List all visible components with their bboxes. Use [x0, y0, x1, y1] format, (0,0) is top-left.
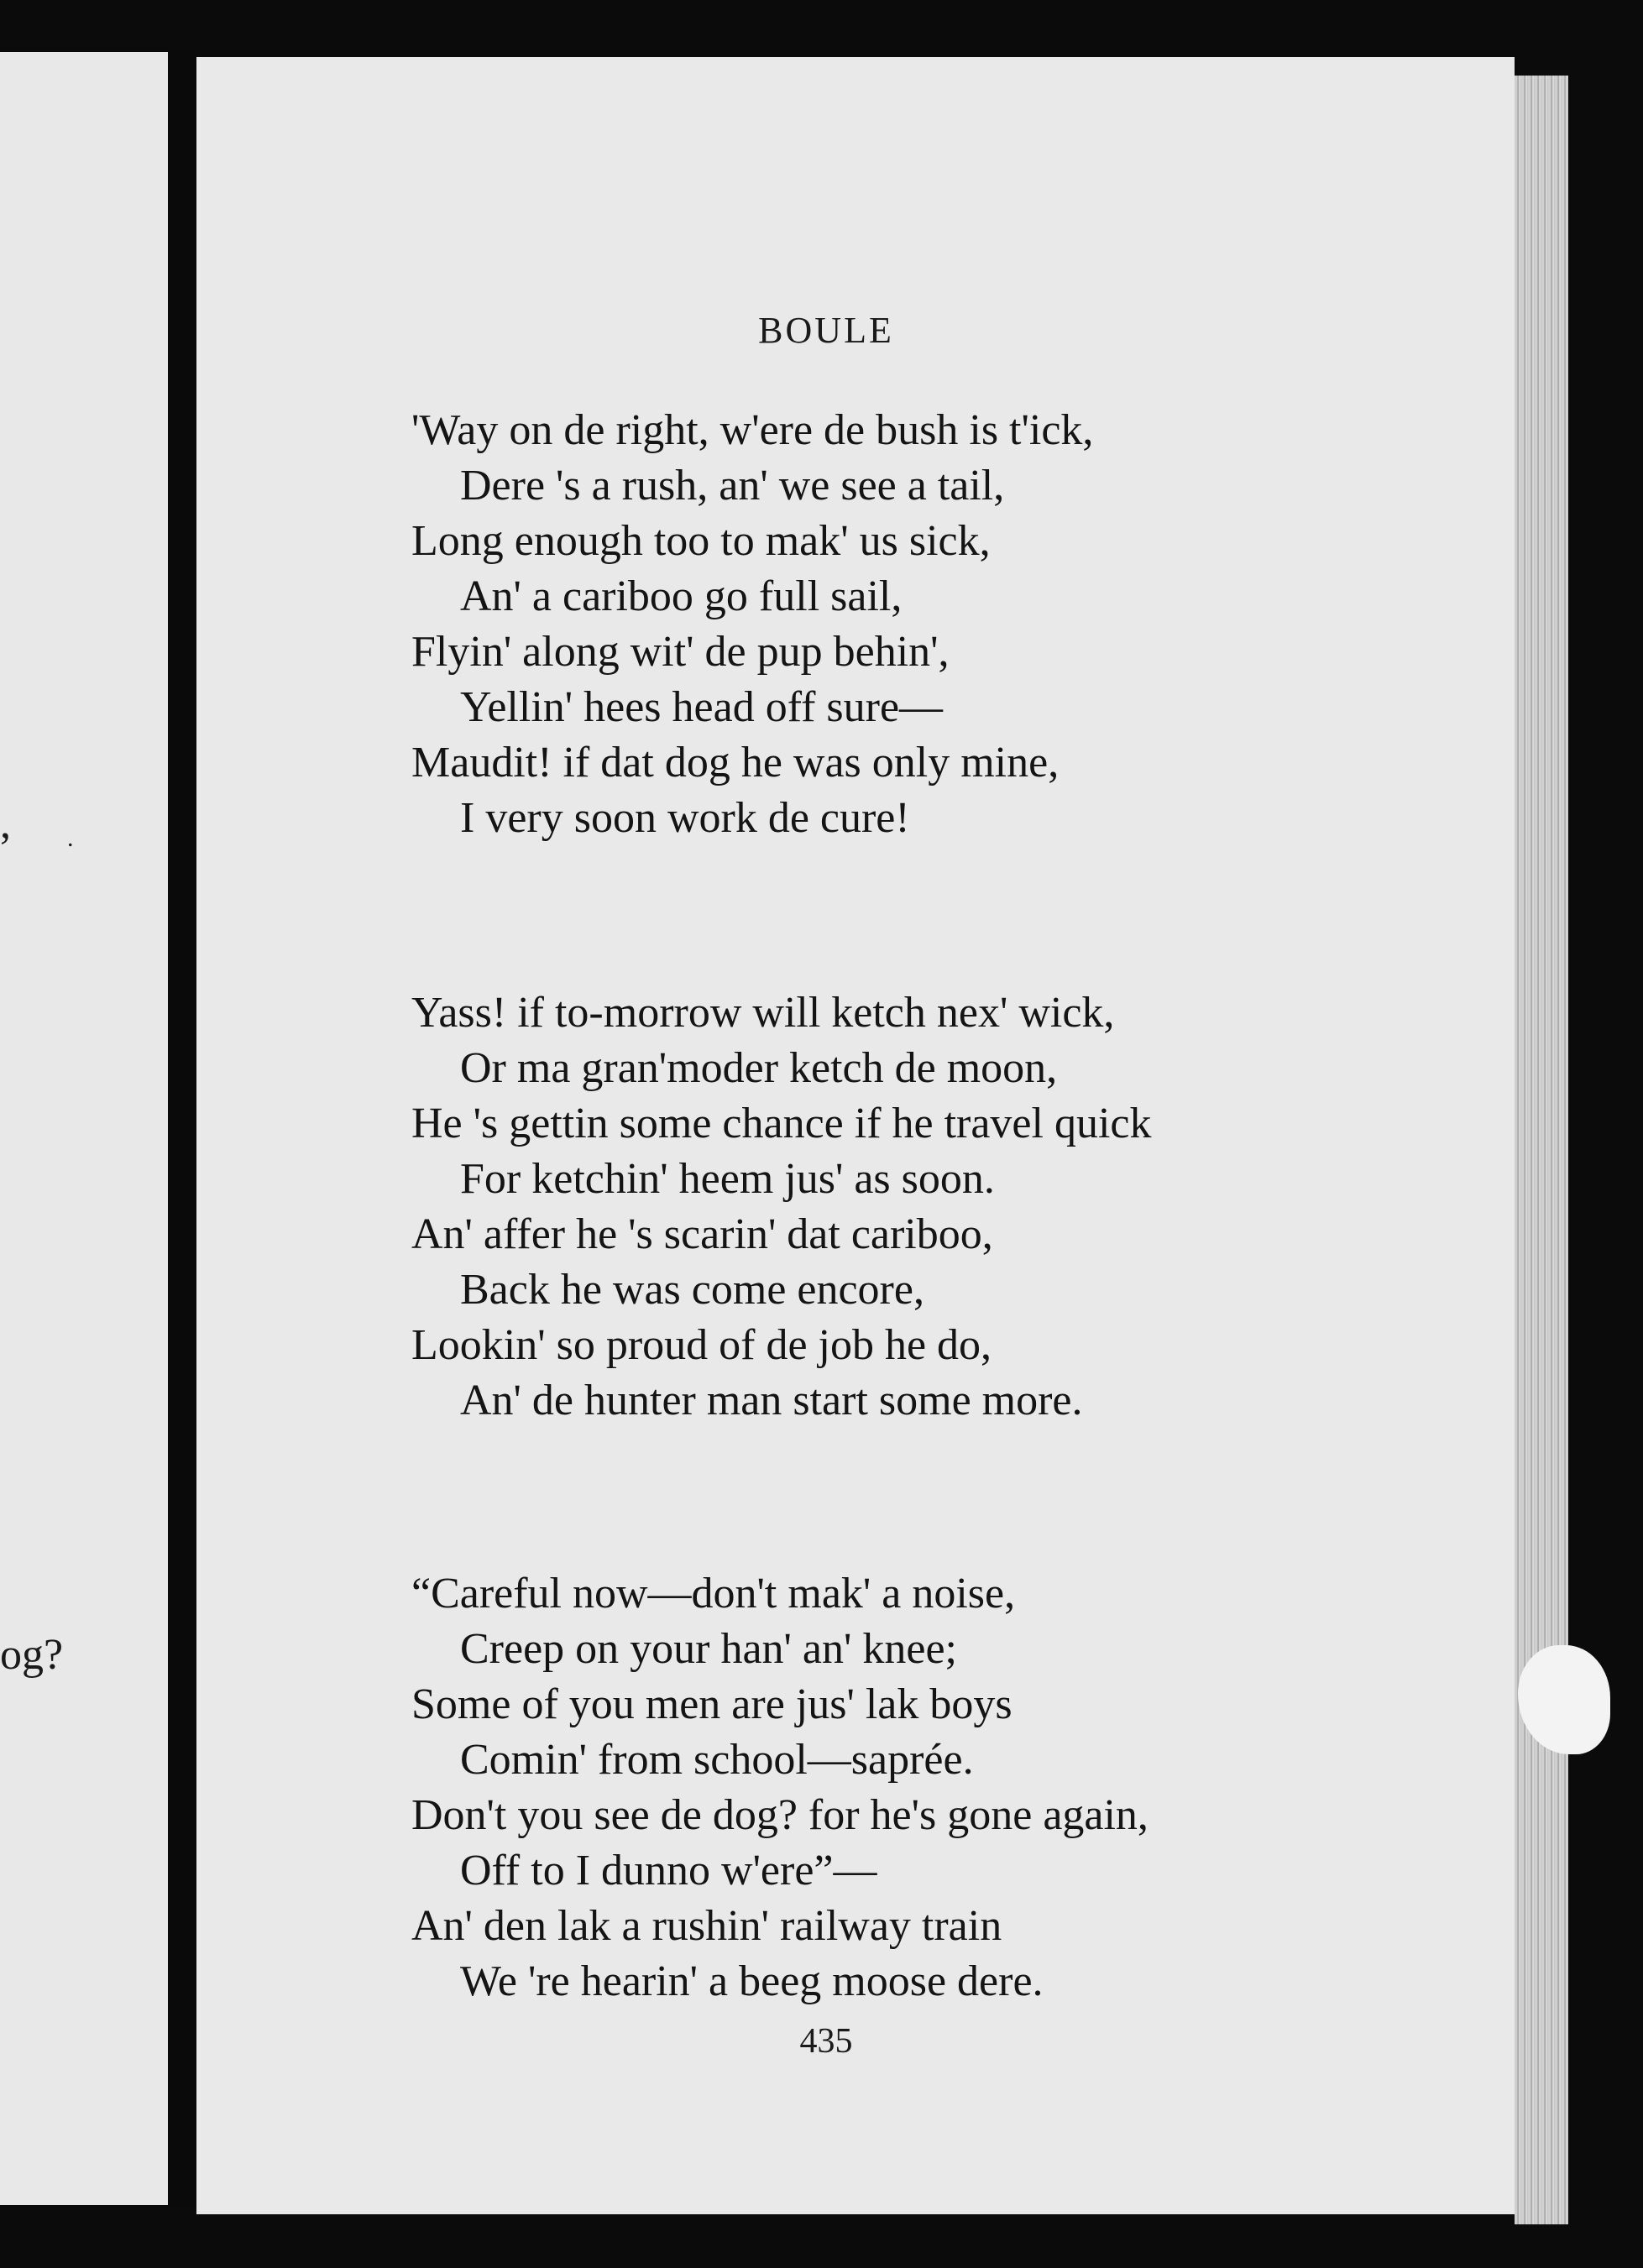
- verse-line: Or ma gran'moder ketch de moon,: [460, 1044, 1058, 1092]
- book-gutter: [168, 52, 196, 2205]
- verse-line: Don't you see de dog? for he's gone again,: [411, 1791, 1149, 1839]
- verse-line: Comin' from school—saprée.: [460, 1736, 974, 1784]
- stanza-2: [411, 985, 1152, 1429]
- verse-line: Off to I dunno w'ere”—: [460, 1847, 877, 1894]
- previous-page-fragment: og?: [0, 1631, 64, 1679]
- verse-line: Some of you men are jus' lak boys: [411, 1680, 1012, 1728]
- stanza-3: [411, 1566, 1149, 2009]
- verse-line: He 's gettin some chance if he travel quick: [411, 1100, 1152, 1147]
- previous-page-fragment: .: [67, 824, 74, 852]
- verse-line: For ketchin' heem jus' as soon.: [460, 1155, 995, 1203]
- verse-line: Maudit! if dat dog he was only mine,: [411, 739, 1060, 786]
- book-page-edges: [1515, 76, 1568, 2224]
- verse-line: An' affer he 's scarin' dat cariboo,: [411, 1210, 993, 1258]
- previous-page-fragment: ,: [0, 800, 11, 848]
- verse-line: Creep on your han' an' knee;: [460, 1625, 957, 1673]
- verse-line: Lookin' so proud of de job he do,: [411, 1321, 992, 1369]
- running-head: BOULE: [758, 310, 894, 351]
- scan-background-right: [1568, 0, 1643, 2268]
- verse-line: An' den lak a rushin' railway train: [411, 1902, 1002, 1950]
- book-page: [196, 57, 1515, 2214]
- verse-line: Back he was come encore,: [460, 1266, 924, 1314]
- verse-line: An' a cariboo go full sail,: [460, 572, 903, 620]
- verse-line: “Careful now—don't mak' a noise,: [411, 1570, 1016, 1617]
- verse-line: Dere 's a rush, an' we see a tail,: [460, 462, 1005, 510]
- stanza-1: [411, 403, 1093, 846]
- verse-line: An' de hunter man start some more.: [460, 1377, 1083, 1424]
- verse-line: Flyin' along wit' de pup behin',: [411, 628, 950, 676]
- verse-line: I very soon work de cure!: [460, 794, 910, 842]
- verse-line: We 're hearin' a beeg moose dere.: [460, 1957, 1044, 2005]
- verse-line: Yellin' hees head off sure—: [460, 683, 944, 731]
- verse-line: Long enough too to mak' us sick,: [411, 517, 991, 565]
- previous-page-sliver: [0, 52, 168, 2205]
- verse-line: Yass! if to-morrow will ketch nex' wick,: [411, 989, 1115, 1037]
- verse-line: 'Way on de right, w'ere de bush is t'ick,: [411, 406, 1094, 454]
- page-number: 435: [799, 2022, 853, 2061]
